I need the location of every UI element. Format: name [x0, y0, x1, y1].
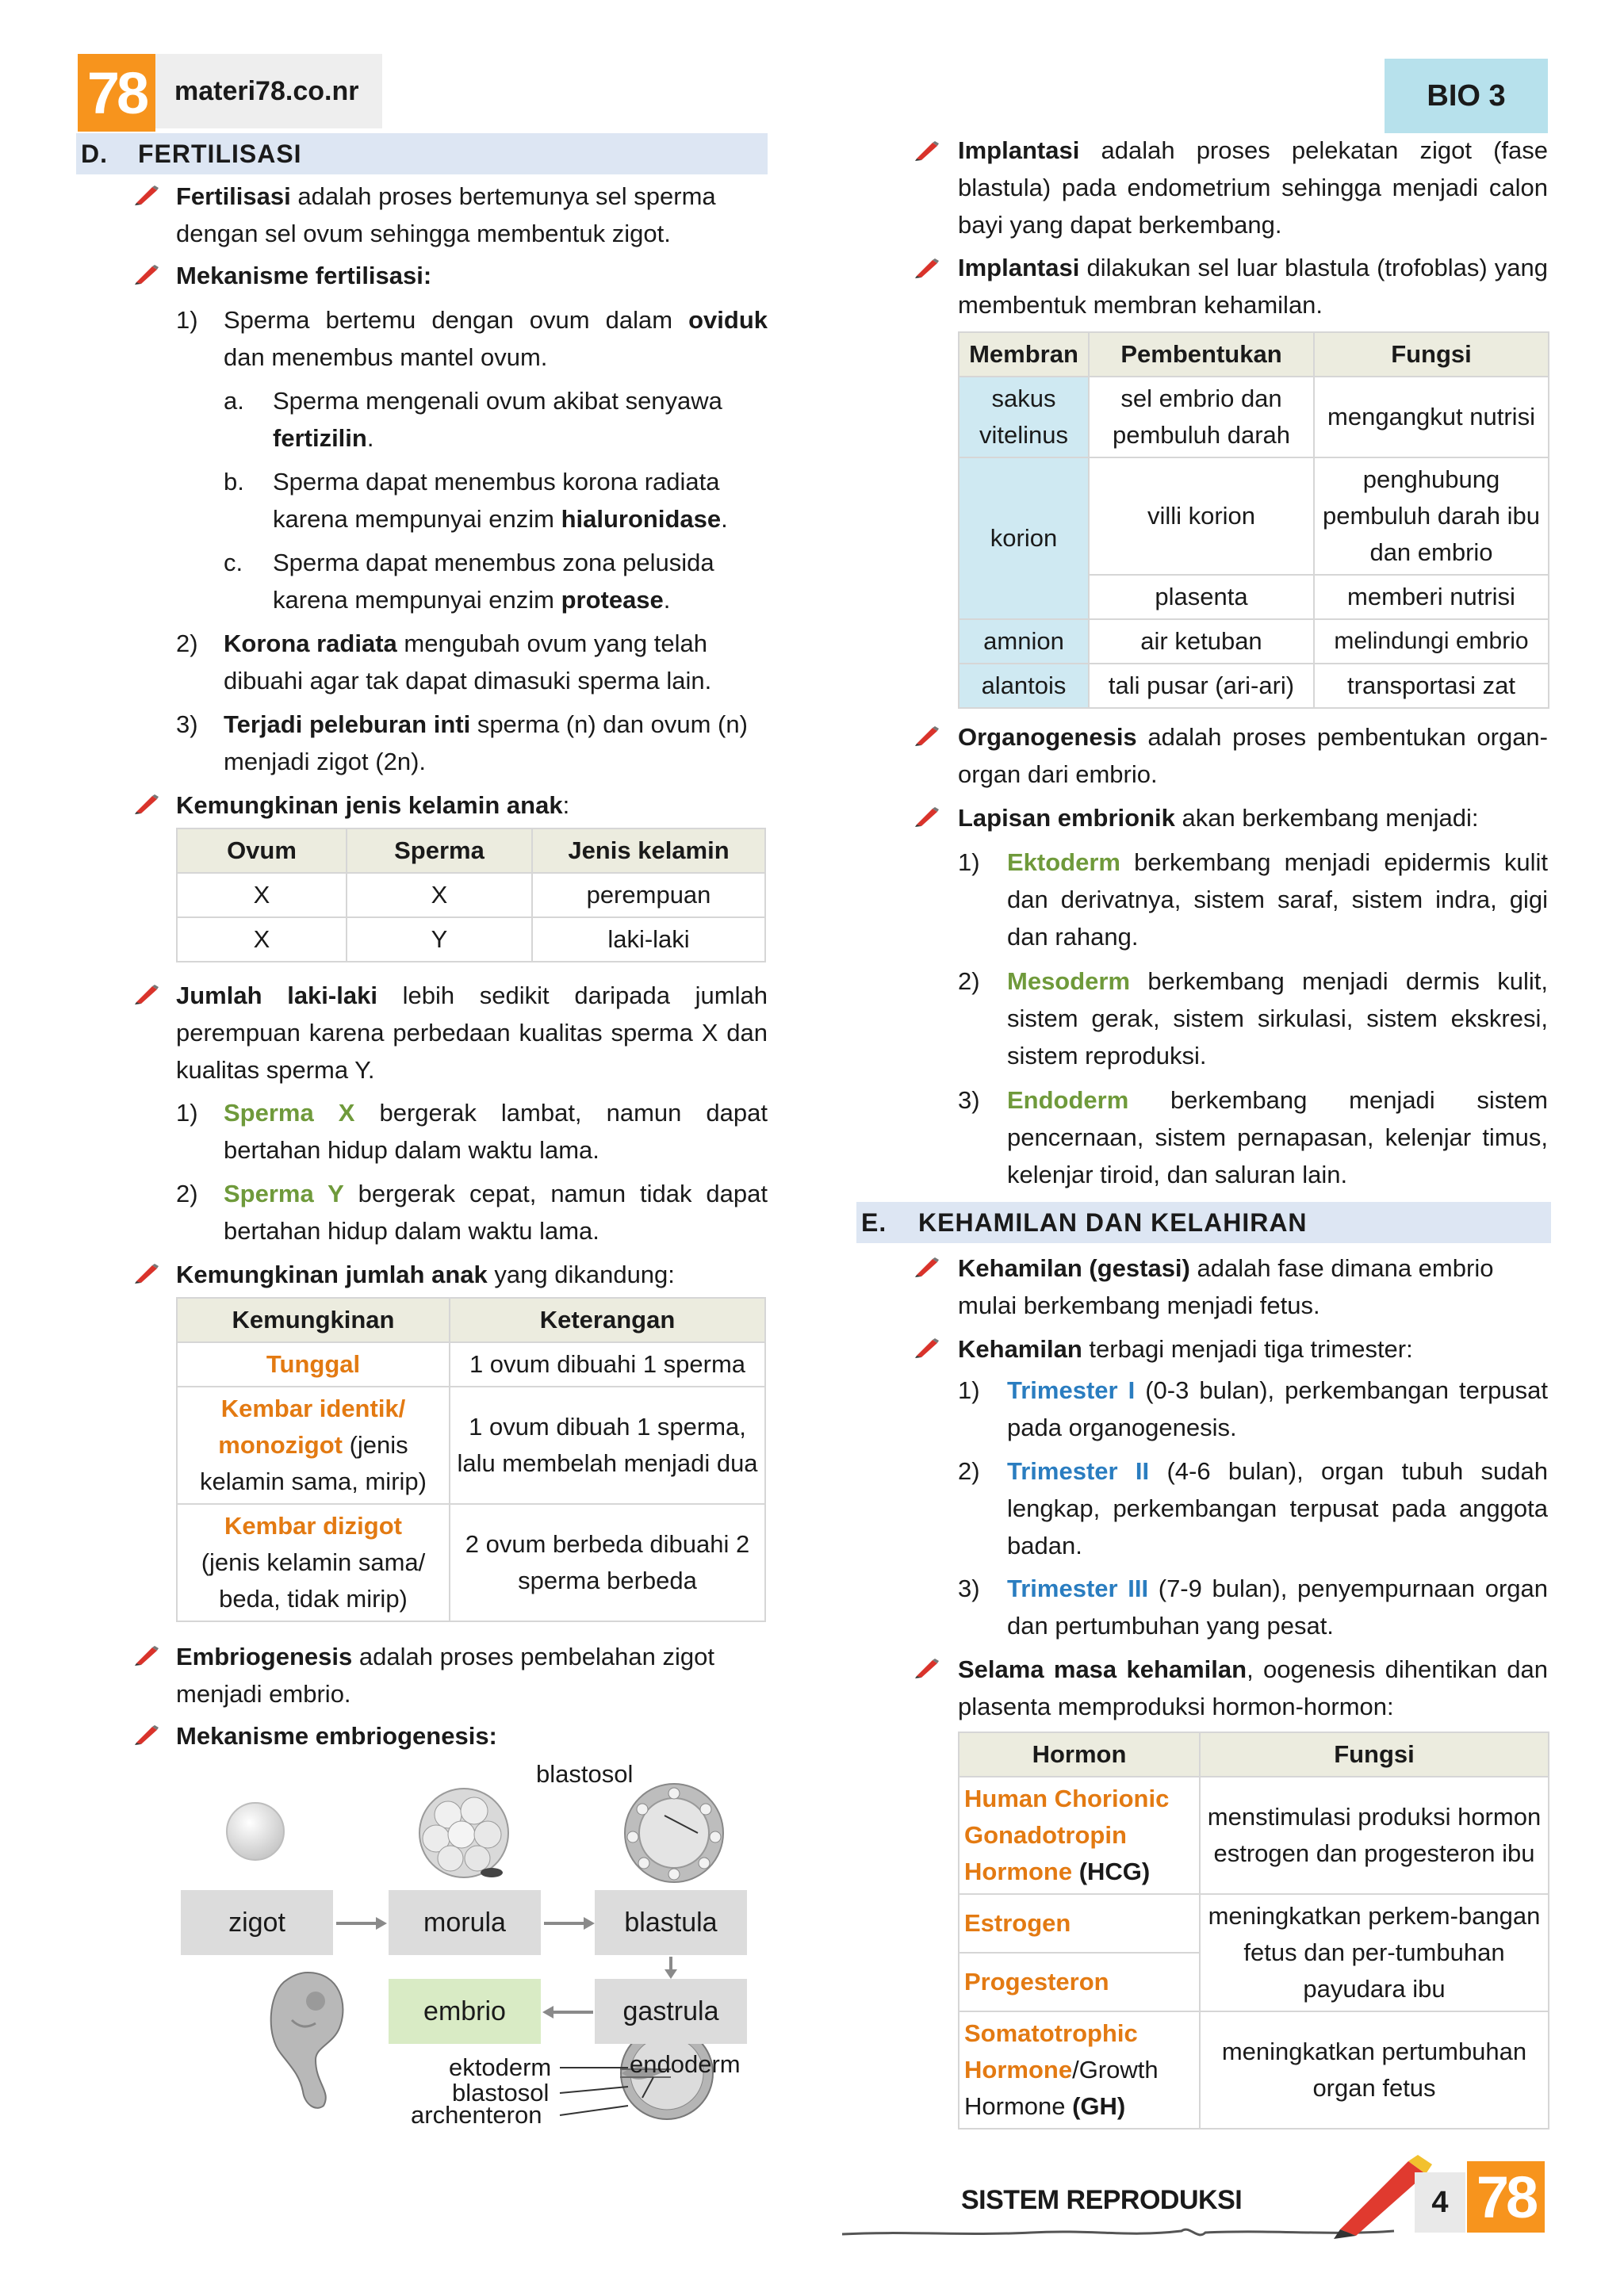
table-header: Keterangan	[450, 1298, 765, 1342]
table-row	[177, 1504, 765, 1621]
table-row	[959, 2011, 1549, 2129]
term: Kemungkinan jenis kelamin anak	[176, 791, 563, 819]
term: Implantasi	[958, 136, 1080, 164]
text: bergerak lambat, namun dapat bertahan hidup dalam waktu lama.	[224, 1099, 768, 1164]
text: dilakukan sel luar blastula (trofoblas) yang membentuk membran kehamilan.	[958, 254, 1548, 319]
paragraph-implantasi	[958, 132, 1548, 243]
paragraph-trimester	[958, 1330, 1548, 1368]
text: terbagi menjadi tiga trimester:	[1082, 1335, 1413, 1363]
term: Implantasi	[958, 254, 1080, 281]
table-cell	[959, 2011, 1200, 2129]
list-letter: a.	[224, 387, 244, 415]
table-header: Ovum	[177, 828, 347, 873]
list-number: 2)	[958, 967, 980, 995]
footer-logo-78: 78	[1467, 2161, 1545, 2233]
text: (jenis kelamin sama/ beda, tidak mirip)	[201, 1548, 426, 1613]
text: adalah fase dimana embrio mulai berkembang menjadi fetus.	[958, 1254, 1494, 1319]
table-header: Fungsi	[1314, 332, 1549, 377]
table-cell: X	[177, 873, 347, 917]
table-cell: plasenta	[1089, 575, 1314, 619]
paragraph-jumlah-laki	[176, 977, 768, 1089]
morula-box: morula	[389, 1890, 541, 1955]
table-cell: villi korion	[1089, 457, 1314, 575]
table-cell: korion	[959, 457, 1089, 619]
embriogenesis-diagram	[174, 1760, 777, 2141]
morula-illustration	[412, 1779, 515, 1882]
list-item	[224, 301, 768, 376]
table-row	[959, 1777, 1549, 1894]
list-number: 1)	[176, 1099, 198, 1127]
paragraph-implantasi-2	[958, 249, 1548, 323]
pencil-bullet-icon	[133, 983, 160, 1005]
table-cell	[959, 1777, 1200, 1894]
table-header: Pembentukan	[1089, 332, 1314, 377]
text: bergerak cepat, namun tidak dapat bertahan hidup dalam waktu lama.	[224, 1180, 768, 1245]
table-cell: 2 ovum berbeda dibuahi 2 sperma berbeda	[450, 1504, 765, 1621]
table-header-row	[177, 828, 765, 873]
table-row	[177, 873, 765, 917]
table-header: Hormon	[959, 1732, 1200, 1777]
term: Embriogenesis	[176, 1643, 353, 1670]
pencil-bullet-icon	[914, 725, 940, 747]
text: .	[366, 424, 374, 452]
list-item	[224, 625, 768, 699]
text: (4-6 bulan), organ tubuh sudah lengkap, perkembangan terpusat pada anggota badan.	[1007, 1457, 1548, 1559]
term: Sperma Y	[224, 1180, 344, 1207]
pencil-bullet-icon	[914, 140, 940, 162]
term: Mekanisme embriogenesis:	[176, 1722, 497, 1750]
paragraph-lapisan	[958, 799, 1548, 836]
list-item	[1007, 962, 1548, 1074]
text: :	[562, 791, 570, 819]
list-number: 2)	[176, 629, 198, 657]
text: yang dikandung:	[487, 1261, 675, 1288]
term: Ektoderm	[1007, 848, 1120, 876]
table-cell: 1 ovum dibuahi 1 sperma	[450, 1342, 765, 1387]
term: Fertilisasi	[176, 182, 291, 210]
list-item	[273, 463, 768, 538]
list-number: 3)	[958, 1575, 980, 1602]
term: Organogenesis	[958, 723, 1137, 751]
list-item	[224, 706, 768, 780]
table-cell: meningkatkan pertumbuhan organ fetus	[1200, 2011, 1549, 2129]
term: Human Chorionic Gonadotropin Hormone	[964, 1785, 1170, 1885]
term: fertizilin	[273, 424, 367, 452]
text: .	[721, 505, 728, 533]
section-letter: D.	[81, 139, 108, 168]
term: Mesoderm	[1007, 967, 1131, 995]
list-item	[1007, 1372, 1548, 1446]
pencil-bullet-icon	[914, 806, 940, 828]
sex-table	[176, 828, 766, 962]
table-cell: sakus vitelinus	[959, 377, 1089, 457]
arrow-left-icon	[541, 2003, 596, 2022]
list-item	[224, 1175, 768, 1249]
pencil-bullet-icon	[133, 263, 160, 285]
pencil-bullet-icon	[133, 184, 160, 206]
table-cell: sel embrio dan pembuluh darah	[1089, 377, 1314, 457]
term: Estrogen	[964, 1909, 1071, 1937]
membrane-table	[958, 331, 1549, 709]
table-header: Kemungkinan	[177, 1298, 450, 1342]
zigot-illustration	[224, 1800, 287, 1863]
text: berkembang menjadi epidermis kulit dan derivatnya, sistem saraf, sistem indra, gigi dan rahang.	[1007, 848, 1548, 951]
term: (GH)	[1072, 2092, 1126, 2120]
paragraph-hormon	[958, 1651, 1548, 1725]
section-d-header	[76, 133, 768, 174]
logo-78: 78	[78, 54, 155, 132]
text: , oogenesis dihentikan dan plasenta memproduksi hormon-hormon:	[958, 1655, 1548, 1720]
text: adalah proses pembentukan organ-organ dari embrio.	[958, 723, 1548, 788]
site-name: materi78.co.nr	[155, 54, 382, 128]
pencil-bullet-icon	[914, 1256, 940, 1278]
list-item	[1007, 1570, 1548, 1644]
term: hialuronidase	[561, 505, 722, 533]
term: Terjadi peleburan inti	[224, 710, 471, 738]
arrow-right-icon	[333, 1914, 389, 1933]
pencil-bullet-icon	[133, 1724, 160, 1746]
embrio-box: embrio	[389, 1979, 541, 2044]
blastosol-label: blastosol	[536, 1760, 634, 1788]
table-cell: perempuan	[532, 873, 765, 917]
paragraph-mekanisme-embriogenesis	[176, 1717, 768, 1755]
table-cell	[177, 1387, 450, 1504]
table-row	[177, 1387, 765, 1504]
term: Progesteron	[964, 1968, 1109, 1996]
table-cell: alantois	[959, 664, 1089, 708]
table-cell: melindungi embrio	[1314, 619, 1549, 664]
text: mengubah ovum yang telah dibuahi agar tak dapat dimasuki sperma lain.	[224, 629, 712, 695]
list-item	[1007, 1452, 1548, 1564]
table-row	[959, 619, 1549, 664]
list-item	[224, 1094, 768, 1169]
text: Sperma dapat menembus zona pelusida karena mempunyai enzim	[273, 549, 714, 614]
text: .	[663, 586, 671, 614]
term: (HCG)	[1072, 1858, 1151, 1885]
table-header: Membran	[959, 332, 1089, 377]
table-cell: mengangkut nutrisi	[1314, 377, 1549, 457]
subject-badge: BIO 3	[1385, 59, 1548, 133]
term: Kembar identik/ monozigot	[218, 1395, 406, 1459]
hormone-table	[958, 1732, 1549, 2130]
table-cell: 1 ovum dibuah 1 sperma, lalu membelah menjadi dua	[450, 1387, 765, 1504]
list-item	[1007, 1081, 1548, 1193]
term: Trimester II	[1007, 1457, 1150, 1485]
blastula-illustration	[619, 1777, 730, 1888]
table-cell: memberi nutrisi	[1314, 575, 1549, 619]
term: Endoderm	[1007, 1086, 1129, 1114]
paragraph-kehamilan	[958, 1249, 1548, 1324]
kids-table	[176, 1297, 766, 1622]
table-row	[177, 917, 765, 962]
term: Kehamilan	[958, 1335, 1082, 1363]
table-cell	[177, 1504, 450, 1621]
gastrula-box: gastrula	[595, 1979, 747, 2044]
table-row	[959, 377, 1549, 457]
list-item	[273, 544, 768, 618]
text: adalah proses pembelahan zigot menjadi embrio.	[176, 1643, 714, 1708]
table-cell	[959, 1894, 1200, 1953]
list-item	[1007, 844, 1548, 955]
table-cell: air ketuban	[1089, 619, 1314, 664]
pencil-bullet-icon	[914, 1657, 940, 1679]
text: adalah proses pelekatan zigot (fase blastula) pada endometrium sehingga menjadi calon bayi yang dapat berkembang.	[958, 136, 1548, 239]
table-row	[959, 664, 1549, 708]
table-header: Sperma	[347, 828, 532, 873]
pencil-bullet-icon	[914, 257, 940, 279]
section-letter: E.	[861, 1207, 887, 1237]
table-header-row	[177, 1298, 765, 1342]
term: Trimester III	[1007, 1575, 1149, 1602]
table-cell: laki-laki	[532, 917, 765, 962]
term: Mekanisme fertilisasi:	[176, 262, 432, 289]
blastula-box: blastula	[595, 1890, 747, 1955]
embrio-illustration	[260, 1965, 355, 2115]
section-title: KEHAMILAN DAN KELAHIRAN	[918, 1207, 1308, 1237]
table-cell: tali pusar (ari-ari)	[1089, 664, 1314, 708]
table-row	[959, 1894, 1549, 1953]
paragraph-mekanisme	[176, 257, 768, 294]
term: Somatotrophic Hormone	[964, 2019, 1138, 2084]
term: Trimester I	[1007, 1376, 1136, 1404]
paragraph-jenis-kelamin	[176, 786, 768, 824]
list-letter: c.	[224, 549, 243, 576]
text: sperma (n) dan ovum (n) menjadi zigot (2n).	[224, 710, 748, 775]
text: (jenis kelamin sama, mirip)	[200, 1431, 427, 1495]
table-cell: X	[177, 917, 347, 962]
pencil-bullet-icon	[133, 793, 160, 815]
text: /Growth Hormone	[964, 2056, 1159, 2120]
table-header-row	[959, 1732, 1549, 1777]
paragraph-jumlah-anak	[176, 1256, 768, 1293]
zigot-box: zigot	[181, 1890, 333, 1955]
footer-title: SISTEM REPRODUKSI	[961, 2185, 1243, 2215]
section-e-header	[856, 1202, 1551, 1243]
table-cell: amnion	[959, 619, 1089, 664]
term: Tunggal	[266, 1350, 361, 1378]
term: Kembar dizigot	[224, 1512, 402, 1540]
ektoderm-label: ektoderm	[449, 2053, 552, 2081]
arrow-down-icon	[661, 1955, 680, 1980]
pencil-bullet-icon	[133, 1644, 160, 1667]
list-number: 3)	[176, 710, 198, 738]
footer-squiggle-line	[841, 2220, 1396, 2244]
table-cell: Y	[347, 917, 532, 962]
term: Jumlah laki-laki	[176, 982, 377, 1009]
text: berkembang menjadi dermis kulit, sistem gerak, sistem sirkulasi, sistem ekskresi, sistem reproduksi.	[1007, 967, 1548, 1070]
term: Selama masa kehamilan	[958, 1655, 1247, 1683]
text: Sperma mengenali ovum akibat senyawa	[273, 387, 722, 415]
term: oviduk	[688, 306, 768, 334]
section-title: FERTILISASI	[138, 139, 302, 168]
page-number: 4	[1415, 2172, 1465, 2233]
label-leader-lines	[555, 2053, 745, 2133]
list-letter: b.	[224, 468, 244, 496]
text: Sperma bertemu dengan ovum dalam	[224, 306, 689, 334]
table-cell: menstimulasi produksi hormon estrogen dan progesteron ibu	[1200, 1777, 1549, 1894]
list-number: 2)	[958, 1457, 980, 1485]
term: Sperma X	[224, 1099, 355, 1127]
text: dan menembus mantel ovum.	[224, 343, 548, 371]
arrow-right-icon	[541, 1914, 596, 1933]
table-row	[959, 457, 1549, 575]
table-cell	[177, 1342, 450, 1387]
text: adalah proses bertemunya sel sperma dengan sel ovum sehingga membentuk zigot.	[176, 182, 716, 247]
text: (0-3 bulan), perkembangan terpusat pada organogenesis.	[1007, 1376, 1548, 1441]
text: Sperma dapat menembus korona radiata karena mempunyai enzim	[273, 468, 720, 533]
list-number: 1)	[958, 1376, 980, 1404]
table-cell: X	[347, 873, 532, 917]
term: Korona radiata	[224, 629, 397, 657]
endoderm-label: endoderm	[630, 2050, 741, 2078]
archenteron-label: archenteron	[411, 2101, 542, 2129]
term: Lapisan embrionik	[958, 804, 1175, 832]
text: (7-9 bulan), penyempurnaan organ dan pertumbuhan yang pesat.	[1007, 1575, 1548, 1640]
table-header: Fungsi	[1200, 1732, 1549, 1777]
term: protease	[561, 586, 664, 614]
text: lebih sedikit daripada jumlah perempuan karena perbedaan kualitas sperma X dan kualitas sperma Y.	[176, 982, 768, 1084]
table-cell: penghubung pembuluh darah ibu dan embrio	[1314, 457, 1549, 575]
table-header: Jenis kelamin	[532, 828, 765, 873]
list-number: 1)	[176, 306, 198, 334]
paragraph-fertilisasi	[176, 178, 768, 252]
list-number: 3)	[958, 1086, 980, 1114]
list-item	[273, 382, 768, 457]
table-row	[177, 1342, 765, 1387]
text: akan berkembang menjadi:	[1174, 804, 1479, 832]
paragraph-organogenesis	[958, 718, 1548, 793]
list-number: 2)	[176, 1180, 198, 1207]
blastosol-label: blastosol	[452, 2079, 550, 2107]
list-number: 1)	[958, 848, 980, 876]
term: Kemungkinan jumlah anak	[176, 1261, 488, 1288]
text: berkembang menjadi sistem pencernaan, sistem pernapasan, kelenjar timus, kelenjar tiroid, dan saluran lain.	[1007, 1086, 1548, 1188]
table-cell: transportasi zat	[1314, 664, 1549, 708]
paragraph-embriogenesis	[176, 1638, 768, 1712]
pencil-bullet-icon	[914, 1337, 940, 1359]
table-cell	[959, 1953, 1200, 2011]
pencil-bullet-icon	[133, 1262, 160, 1284]
term: Kehamilan (gestasi)	[958, 1254, 1190, 1282]
table-cell: meningkatkan perkem-bangan fetus dan per-tumbuhan payudara ibu	[1200, 1894, 1549, 2011]
table-header-row	[959, 332, 1549, 377]
